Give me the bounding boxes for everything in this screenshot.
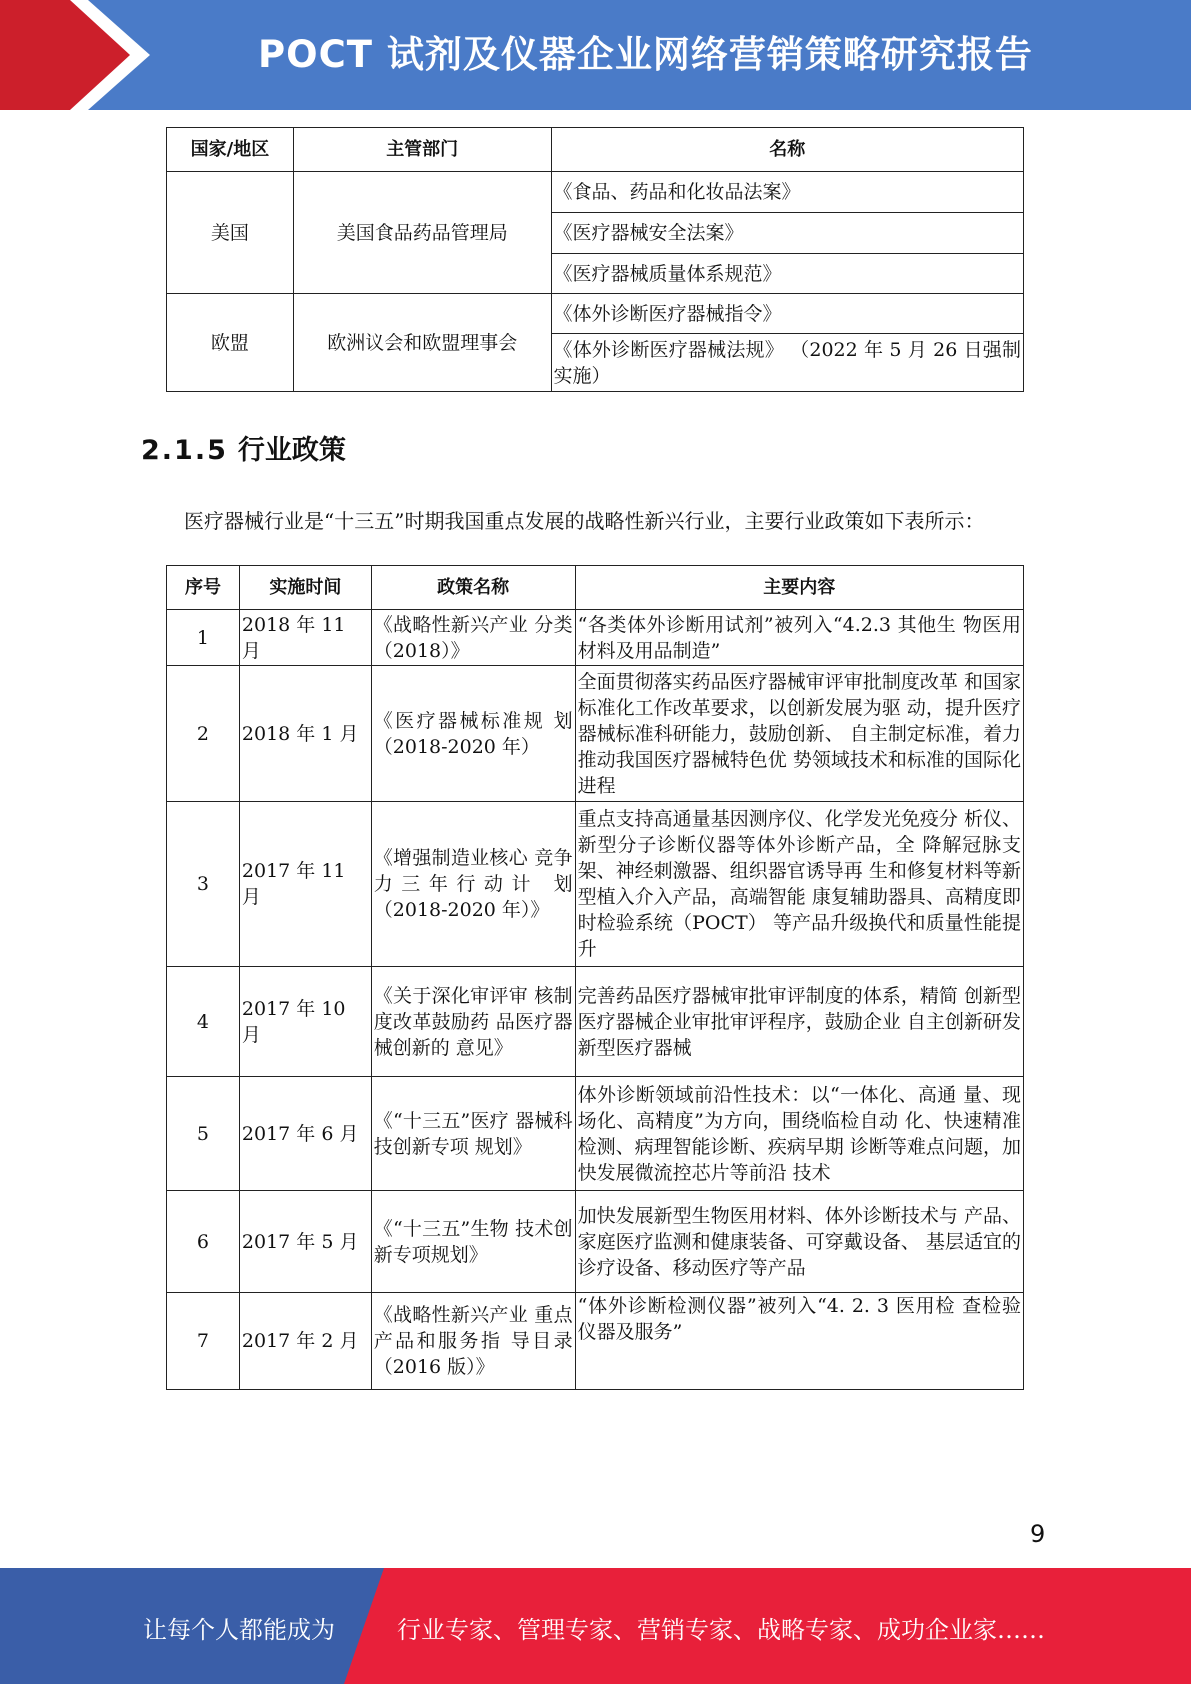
report-title: POCT 试剂及仪器企业网络营销策略研究报告 <box>258 33 1033 76</box>
column-header: 实施时间 <box>239 566 371 610</box>
table-row <box>167 666 1024 802</box>
policy-table <box>166 565 1024 1390</box>
column-header: 主要内容 <box>575 566 1023 610</box>
column-header: 序号 <box>167 566 240 610</box>
table-row <box>167 1191 1024 1293</box>
row-number: 6 <box>167 1191 240 1293</box>
table-row <box>167 610 1024 666</box>
column-header: 国家/地区 <box>167 128 294 172</box>
policy-name-cell: 《关于深化审评审 核制度改革鼓励药 品医疗器械创新的 意见》 <box>371 967 575 1077</box>
table-row <box>167 1293 1024 1390</box>
column-header: 名称 <box>551 128 1023 172</box>
column-header: 主管部门 <box>293 128 551 172</box>
content-cell: 全面贯彻落实药品医疗器械审评审批制度改革 和国家标准化工作改革要求，以创新发展为驱 动，提升医疗器械标准科研能力，鼓励创新、 自主制定标准，着力推动我国医疗器械特色优 势领域技术和标准的国际化进程 <box>575 666 1023 802</box>
dept-cell: 欧洲议会和欧盟理事会 <box>293 294 551 392</box>
content-cell: “各类体外诊断用试剂”被列入“4.2.3 其他生 物医用材料及用品制造” <box>575 610 1023 666</box>
page-header <box>0 0 1191 110</box>
table-header-row <box>167 566 1024 610</box>
row-number: 2 <box>167 666 240 802</box>
table-row <box>167 1077 1024 1191</box>
policy-name-cell: 《“十三五”医疗 器械科技创新专项 规划》 <box>371 1077 575 1191</box>
law-name-cell: 《食品、药品和化妆品法案》 <box>551 172 1023 213</box>
row-number: 5 <box>167 1077 240 1191</box>
section-title: 行业政策 <box>237 435 346 466</box>
table-row <box>167 802 1024 967</box>
section-heading <box>141 428 346 467</box>
date-cell: 2017 年 10 月 <box>239 967 371 1077</box>
date-cell: 2017 年 11 月 <box>239 802 371 967</box>
date-cell: 2017 年 5 月 <box>239 1191 371 1293</box>
content-cell: “体外诊断检测仪器”被列入“4. 2. 3 医用检 查检验仪器及服务” <box>575 1293 1023 1390</box>
table-row <box>167 294 1024 334</box>
footer-slogan-right: 行业专家、管理专家、营销专家、战略专家、成功企业家…… <box>397 1616 1045 1644</box>
header-chevron-icon <box>0 0 160 110</box>
policy-name-cell: 《增强制造业核心 竞争力三年行动计 划（2018-2020 年）》 <box>371 802 575 967</box>
page-footer <box>0 1568 1191 1684</box>
policy-name-cell: 《战略性新兴产业 重点产品和服务指 导目录（2016 版）》 <box>371 1293 575 1390</box>
regulation-table <box>166 127 1024 392</box>
dept-cell: 美国食品药品管理局 <box>293 172 551 294</box>
column-header: 政策名称 <box>371 566 575 610</box>
row-number: 1 <box>167 610 240 666</box>
law-name-cell: 《医疗器械质量体系规范》 <box>551 254 1023 294</box>
footer-slogan-left: 让每个人都能成为 <box>143 1616 335 1644</box>
page-number: 9 <box>1030 1520 1046 1548</box>
region-cell: 美国 <box>167 172 294 294</box>
table-header-row <box>167 128 1024 172</box>
law-name-cell: 《体外诊断医疗器械指令》 <box>551 294 1023 334</box>
section-number: 2.1.5 <box>141 435 228 466</box>
table-row <box>167 172 1024 213</box>
date-cell: 2017 年 2 月 <box>239 1293 371 1390</box>
row-number: 3 <box>167 802 240 967</box>
region-cell: 欧盟 <box>167 294 294 392</box>
date-cell: 2018 年 1 月 <box>239 666 371 802</box>
content-cell: 重点支持高通量基因测序仪、化学发光免疫分 析仪、新型分子诊断仪器等体外诊断产品，全 降解冠脉支架、神经刺激器、组织器官诱导再 生和修复材料等新型植入介入产品，高端智能 康复辅助器具、高精度即时检验系统（POCT） 等产品升级换代和质量性能提升 <box>575 802 1023 967</box>
policy-name-cell: 《“十三五”生物 技术创新专项规划》 <box>371 1191 575 1293</box>
intro-paragraph: 医疗器械行业是“十三五”时期我国重点发展的战略性新兴行业，主要行业政策如下表所示： <box>184 509 985 533</box>
content-cell: 加快发展新型生物医用材料、体外诊断技术与 产品、家庭医疗监测和健康装备、可穿戴设备、 基层适宜的诊疗设备、移动医疗等产品 <box>575 1191 1023 1293</box>
policy-name-cell: 《战略性新兴产业 分类（2018）》 <box>371 610 575 666</box>
law-name-cell: 《医疗器械安全法案》 <box>551 213 1023 254</box>
row-number: 7 <box>167 1293 240 1390</box>
content-cell: 体外诊断领域前沿性技术：以“一体化、高通 量、现场化、高精度”为方向，围绕临检自动 化、快速精准检测、病理智能诊断、疾病早期 诊断等难点问题，加快发展微流控芯片等前沿 技术 <box>575 1077 1023 1191</box>
row-number: 4 <box>167 967 240 1077</box>
policy-name-cell: 《医疗器械标准规 划（2018-2020 年） <box>371 666 575 802</box>
date-cell: 2017 年 6 月 <box>239 1077 371 1191</box>
date-cell: 2018 年 11 月 <box>239 610 371 666</box>
table-row <box>167 967 1024 1077</box>
law-name-cell: 《体外诊断医疗器械法规》 （2022 年 5 月 26 日强制实施） <box>551 334 1023 392</box>
content-cell: 完善药品医疗器械审批审评制度的体系，精简 创新型医疗器械企业审批审评程序，鼓励企业 自主创新研发新型医疗器械 <box>575 967 1023 1077</box>
